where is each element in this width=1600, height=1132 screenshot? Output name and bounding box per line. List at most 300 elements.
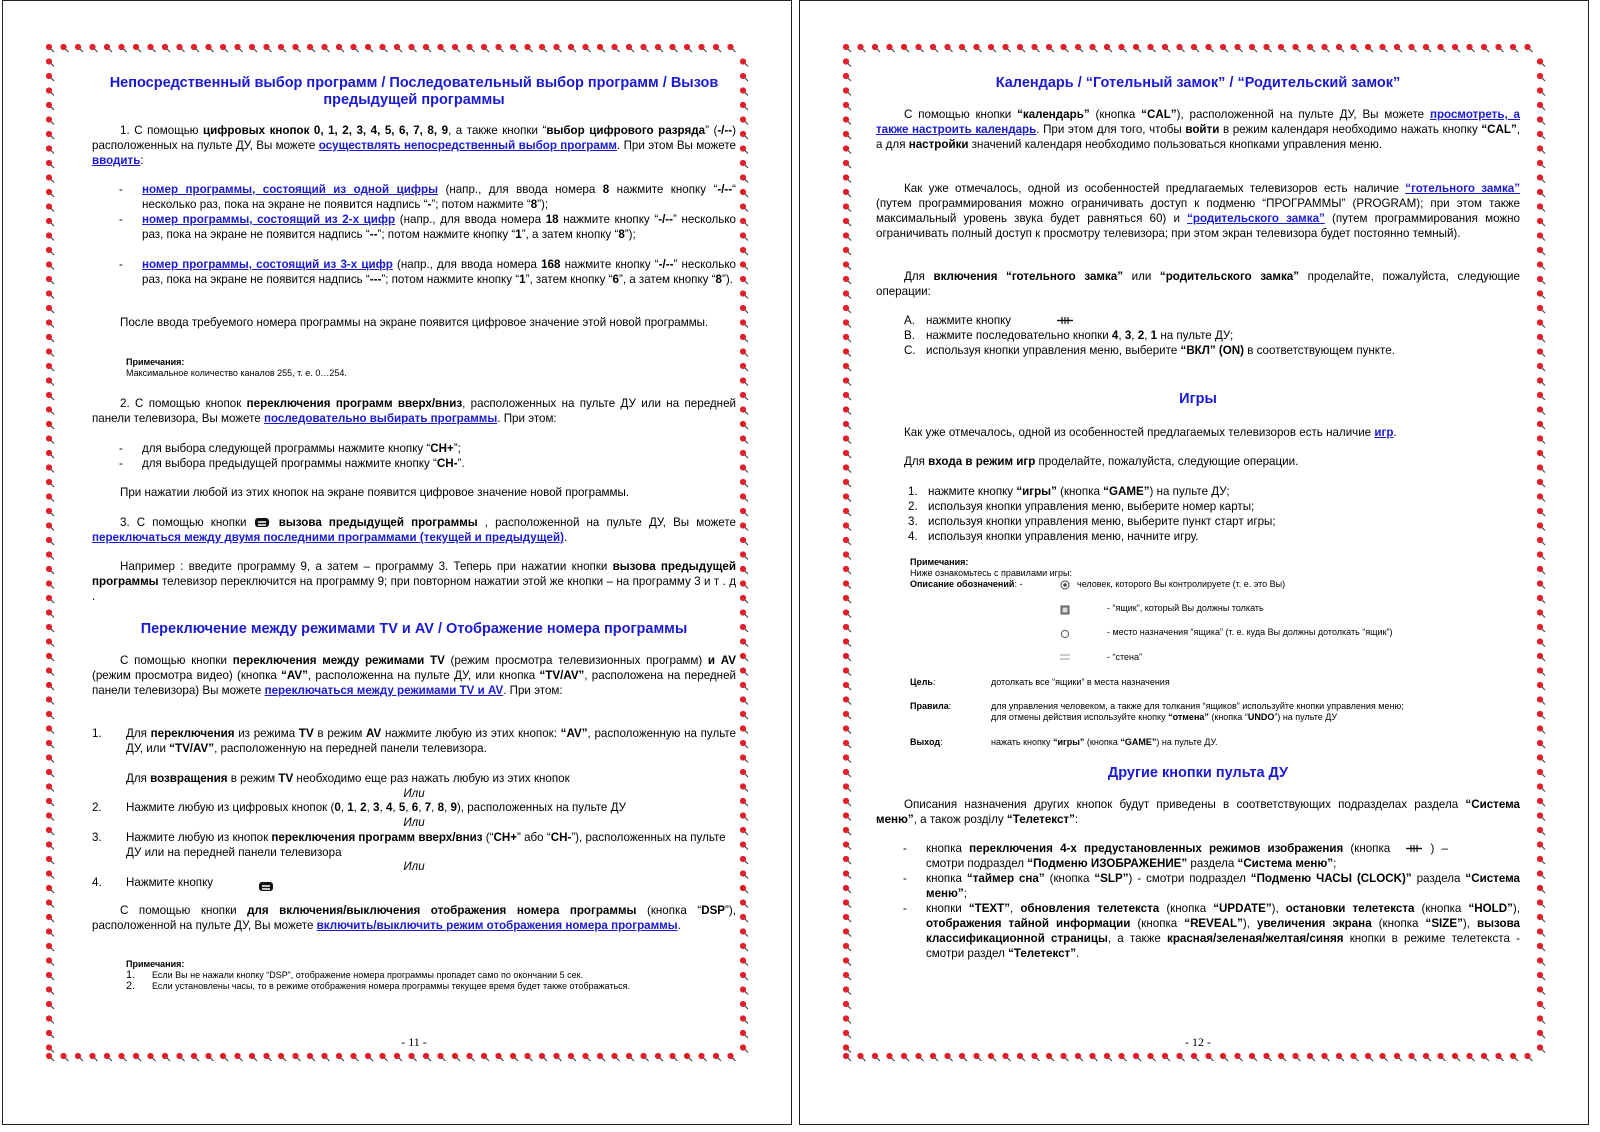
border-dot bbox=[1537, 812, 1545, 820]
border-dot bbox=[1394, 44, 1402, 52]
border-dot bbox=[740, 609, 748, 617]
border-dot bbox=[46, 1015, 54, 1023]
border-dot bbox=[46, 798, 54, 806]
border-dot bbox=[740, 682, 748, 690]
border-dot bbox=[1002, 44, 1010, 52]
border-dot bbox=[46, 406, 54, 414]
border-dot bbox=[1176, 44, 1184, 52]
border-dot bbox=[915, 1053, 923, 1061]
paragraph-other-buttons: Описания назначения других кнопок будут приведены в соответствующих подразделах раздела “Система меню”, а також розділу “Телетекст”: bbox=[876, 798, 1520, 826]
border-dot bbox=[1466, 44, 1474, 52]
border-dot bbox=[46, 276, 54, 284]
border-dot bbox=[1510, 1053, 1518, 1061]
border-dot bbox=[1249, 1053, 1257, 1061]
border-dot bbox=[75, 44, 83, 52]
border-dot bbox=[1205, 44, 1213, 52]
border-dot bbox=[162, 1053, 170, 1061]
border-dot bbox=[1031, 1053, 1039, 1061]
link-hotel-lock[interactable]: “готельного замка” bbox=[1405, 182, 1520, 195]
recall-button-icon bbox=[254, 517, 272, 529]
border-dot bbox=[1537, 102, 1545, 110]
border-dot bbox=[321, 44, 329, 52]
border-dot bbox=[740, 160, 748, 168]
border-dot bbox=[740, 58, 748, 66]
border-dot bbox=[740, 334, 748, 342]
border-dot bbox=[46, 450, 54, 458]
border-dot bbox=[1537, 319, 1545, 327]
border-dot bbox=[843, 116, 851, 124]
border-dot bbox=[104, 44, 112, 52]
page-11 bbox=[2, 0, 792, 1125]
link-sequential-selection[interactable]: последовательно выбирать программы bbox=[263, 412, 498, 425]
border-dot bbox=[1537, 783, 1545, 791]
border-dot bbox=[740, 551, 748, 559]
border-dot bbox=[988, 44, 996, 52]
border-dot bbox=[553, 1053, 561, 1061]
border-dot bbox=[740, 1030, 748, 1038]
border-dot bbox=[1002, 1053, 1010, 1061]
border-dot bbox=[640, 44, 648, 52]
border-dot bbox=[46, 870, 54, 878]
border-dot bbox=[249, 44, 257, 52]
border-dot bbox=[46, 522, 54, 530]
border-dot bbox=[740, 943, 748, 951]
border-dot bbox=[740, 580, 748, 588]
border-dot bbox=[713, 44, 721, 52]
border-dot bbox=[843, 885, 851, 893]
border-dot bbox=[740, 232, 748, 240]
border-dot bbox=[740, 305, 748, 313]
border-dot bbox=[1537, 392, 1545, 400]
border-dot bbox=[408, 1053, 416, 1061]
or-label: Или bbox=[403, 816, 425, 829]
border-dot bbox=[46, 102, 54, 110]
border-dot bbox=[1537, 827, 1545, 835]
border-dot bbox=[930, 1053, 938, 1061]
paragraph-tv-av: С помощью кнопки переключения между режимами TV (режим просмотра телевизионных программ) и AV (режим просмотра видео) (кнопка “AV”, расположенна на пульте ДУ, или кнопка “TV/AV”, расположена на передней панели телевизора) Вы можете переключаться между режимами TV и AV. При этом: bbox=[92, 654, 737, 697]
list-item: - кнопка “таймер сна” (кнопка “SLP”) - смотри подраздел “Подменю ЧАСЫ (CLOCK)” раздела “Система меню”; bbox=[903, 872, 1520, 900]
game-rules-note: Примечания: Ниже ознакомьтесь с правилами игры: Описание обозначений: - человек, которого Вы контролируете (т. е. это Вы) - “ящик”, который Вы должны толкать - место назначения “ящика” (т. е. куда Вы должны дотолкать “ящик”) - “стена” Цель: дотолкать все “ящики” в места назначения Правила: для управления человеком, а также для толкания “ящиков” используйте кнопки управления меню; для отмены действия используйте кнопку “отмена” (кнопка “UNDO”) на пульте ДУ Выход: нажать кнопку “игры” (кнопка “GAME”) на пульте ДУ. bbox=[910, 557, 1404, 747]
border-dot bbox=[1452, 1053, 1460, 1061]
border-dot bbox=[46, 44, 54, 52]
link-toggle-program-number[interactable]: включить/выключить режим отображения номера программы bbox=[316, 919, 678, 932]
border-dot bbox=[46, 87, 54, 95]
list-item: - номер программы, состоящий из 2-х цифр (напр., для ввода номера 18 нажмите кнопку “-/--” несколько раз, пока на экране не появится надпись “--”; потом нажмите кнопку “1”, а затем кнопку “8”); bbox=[119, 213, 736, 241]
border-dot bbox=[843, 406, 851, 414]
border-dot bbox=[46, 551, 54, 559]
border-dot bbox=[1423, 1053, 1431, 1061]
border-dot bbox=[1104, 1053, 1112, 1061]
border-dot bbox=[1537, 421, 1545, 429]
border-dot bbox=[220, 1053, 228, 1061]
border-dot bbox=[740, 290, 748, 298]
border-dot bbox=[1481, 44, 1489, 52]
border-dot bbox=[46, 638, 54, 646]
paragraph-previous-program: 3. С помощью кнопки вызова предыдущей программы , расположенной на пульте ДУ, Вы можете переключаться между двумя последними программами (текущей и предыдущей). bbox=[92, 516, 736, 544]
border-dot bbox=[1089, 44, 1097, 52]
link-switch-tv-av[interactable]: переключаться между режимами TV и AV bbox=[264, 684, 504, 697]
border-dot bbox=[1278, 1053, 1286, 1061]
border-dot bbox=[1537, 247, 1545, 255]
border-dot bbox=[1537, 160, 1545, 168]
border-dot bbox=[582, 1053, 590, 1061]
border-dot bbox=[740, 363, 748, 371]
link-games[interactable]: игр bbox=[1374, 426, 1394, 439]
border-dot bbox=[1537, 189, 1545, 197]
border-dot bbox=[46, 769, 54, 777]
border-dot bbox=[46, 493, 54, 501]
border-dot bbox=[118, 1053, 126, 1061]
link-three-digits[interactable]: номер программы, состоящий из 3-х цифр bbox=[142, 258, 393, 271]
border-dot bbox=[46, 856, 54, 864]
page-12 bbox=[799, 0, 1589, 1125]
border-dot bbox=[1249, 44, 1257, 52]
link-two-digits[interactable]: номер программы, состоящий из 2-х цифр bbox=[142, 213, 396, 226]
border-dot bbox=[930, 44, 938, 52]
border-dot bbox=[46, 812, 54, 820]
border-dot bbox=[1408, 1053, 1416, 1061]
border-dot bbox=[46, 566, 54, 574]
border-dot bbox=[597, 1053, 605, 1061]
link-direct-selection[interactable]: осуществлять непосредственный выбор программ bbox=[318, 139, 617, 152]
border-dot bbox=[147, 44, 155, 52]
border-dot bbox=[510, 1053, 518, 1061]
border-dot bbox=[740, 247, 748, 255]
border-dot bbox=[740, 1015, 748, 1023]
border-dot bbox=[740, 754, 748, 762]
list-item: 1. Если Вы не нажали кнопку “DSP”, отображение номера программы пропадет само по окончании 5 сек. bbox=[126, 969, 584, 981]
lock-steps bbox=[904, 313, 1524, 358]
target-icon bbox=[1060, 629, 1070, 639]
list-item: - номер программы, состоящий из одной цифры (напр., для ввода номера 8 нажмите кнопку “-/--“ несколько раз, пока на экране не появится надпись “-”; потом нажмите “8”); bbox=[119, 183, 737, 211]
border-dot bbox=[46, 783, 54, 791]
border-dot bbox=[1537, 595, 1545, 603]
other-buttons-list bbox=[876, 841, 1520, 961]
border-dot bbox=[365, 1053, 373, 1061]
border-dot bbox=[843, 914, 851, 922]
border-dot bbox=[1537, 522, 1545, 530]
border-dot bbox=[843, 899, 851, 907]
border-dot bbox=[394, 1053, 402, 1061]
border-dot bbox=[843, 218, 851, 226]
border-dot bbox=[1278, 44, 1286, 52]
border-dot bbox=[1537, 232, 1545, 240]
border-dot bbox=[1537, 725, 1545, 733]
border-dot bbox=[843, 609, 851, 617]
border-dot bbox=[1379, 44, 1387, 52]
border-dot bbox=[46, 696, 54, 704]
border-dot bbox=[843, 160, 851, 168]
border-dot bbox=[1263, 44, 1271, 52]
border-dot bbox=[46, 508, 54, 516]
border-dot bbox=[46, 928, 54, 936]
border-dot bbox=[843, 856, 851, 864]
border-dot bbox=[843, 290, 851, 298]
border-dot bbox=[46, 116, 54, 124]
border-dot bbox=[1481, 1053, 1489, 1061]
border-dot bbox=[568, 44, 576, 52]
border-dot bbox=[1537, 479, 1545, 487]
border-dot bbox=[843, 725, 851, 733]
border-dot bbox=[698, 44, 706, 52]
border-dot bbox=[1147, 44, 1155, 52]
border-dot bbox=[1537, 537, 1545, 545]
border-dot bbox=[1234, 44, 1242, 52]
border-dot bbox=[46, 740, 54, 748]
border-dot bbox=[640, 1053, 648, 1061]
paragraph-after-entry: После ввода требуемого номера программы на экране появится цифровое значение этой новой программы. bbox=[120, 316, 709, 329]
border-dot bbox=[46, 160, 54, 168]
border-dot bbox=[46, 682, 54, 690]
link-enter[interactable]: вводить bbox=[92, 154, 141, 167]
border-dot bbox=[843, 421, 851, 429]
border-dot bbox=[1437, 44, 1445, 52]
border-dot bbox=[46, 58, 54, 66]
list-item: - кнопка переключения 4-х предустановленных режимов изображения (кнопка ) – смотри подраздел “Подменю ИЗОБРАЖЕНИЕ” раздела “Система меню”; bbox=[903, 842, 1448, 870]
border-dot bbox=[46, 261, 54, 269]
border-dot bbox=[1046, 44, 1054, 52]
border-dot bbox=[740, 783, 748, 791]
border-dot bbox=[1133, 1053, 1141, 1061]
border-dot bbox=[1537, 58, 1545, 66]
paragraph-calendar: С помощью кнопки “календарь” (кнопка “CAL”), расположенной на пульте ДУ, Вы можете просмотреть, а также настроить календарь. При этом для того, чтобы войти в режим календаря необходимо нажать кнопку “CAL”, а для настройки значений календаря необходимо пользоваться кнопками управления меню. bbox=[876, 108, 1521, 151]
link-one-digit[interactable]: номер программы, состоящий из одной цифры bbox=[142, 183, 438, 196]
border-dot bbox=[843, 363, 851, 371]
border-dot bbox=[1537, 493, 1545, 501]
border-dot bbox=[350, 44, 358, 52]
border-dot bbox=[843, 870, 851, 878]
border-dot bbox=[843, 73, 851, 81]
border-dot bbox=[1537, 551, 1545, 559]
list-item: A. нажмите кнопку bbox=[904, 313, 1524, 328]
border-dot bbox=[843, 435, 851, 443]
paragraph-games-intro: Как уже отмечалось, одной из особенностей предлагаемых телевизоров есть наличие игр. bbox=[904, 426, 1397, 439]
return-to-tv-text: Для возвращения в режим TV необходимо еще раз нажать любую из этих кнопок bbox=[126, 772, 570, 785]
border-dot bbox=[1075, 1053, 1083, 1061]
border-dot bbox=[1046, 1053, 1054, 1061]
border-dot bbox=[843, 44, 851, 52]
border-dot bbox=[1234, 1053, 1242, 1061]
border-dot bbox=[176, 44, 184, 52]
border-dot bbox=[872, 44, 880, 52]
border-dot bbox=[46, 145, 54, 153]
player-icon bbox=[1060, 580, 1070, 590]
border-dot bbox=[1060, 44, 1068, 52]
border-dot bbox=[1537, 914, 1545, 922]
border-dot bbox=[1537, 145, 1545, 153]
border-dot bbox=[740, 595, 748, 603]
border-dot bbox=[46, 464, 54, 472]
link-switch-last-two[interactable]: переключаться между двумя последними программами (текущей и предыдущей) bbox=[92, 531, 564, 544]
border-dot bbox=[843, 58, 851, 66]
border-dot bbox=[46, 435, 54, 443]
border-dot bbox=[843, 450, 851, 458]
border-dot bbox=[727, 1053, 735, 1061]
page-number: - 11 - bbox=[401, 1035, 427, 1049]
list-item: - для выбора следующей программы нажмите кнопку “CH+”; bbox=[119, 442, 461, 455]
border-dot bbox=[740, 566, 748, 574]
border-dot bbox=[1495, 1053, 1503, 1061]
border-dot bbox=[1118, 1053, 1126, 1061]
border-dot bbox=[539, 44, 547, 52]
border-dot bbox=[740, 87, 748, 95]
border-dot bbox=[1537, 885, 1545, 893]
border-dot bbox=[843, 1044, 851, 1052]
border-dot bbox=[1537, 928, 1545, 936]
border-dot bbox=[611, 1053, 619, 1061]
border-dot bbox=[843, 334, 851, 342]
border-dot bbox=[46, 841, 54, 849]
border-dot bbox=[46, 247, 54, 255]
border-dot bbox=[684, 44, 692, 52]
border-dot bbox=[1089, 1053, 1097, 1061]
border-dot bbox=[843, 537, 851, 545]
list-item: - кнопки “TEXT”, обновления телетекста (кнопка “UPDATE”), остановки телетекста (кнопка “HOLD”), отображения тайной информации (кнопка “REVEAL”), увеличения экрана (кнопка “SIZE”), вызова классификационной страницы, а также красная/зеленая/желтая/синяя кнопки в режиме телетекста - смотри раздел “Телетекст”. bbox=[903, 902, 1521, 960]
paragraph-direct-selection: 1. С помощью цифровых кнопок 0, 1, 2, 3, 4, 5, 6, 7, 8, 9, а также кнопки “выбор цифрового разряда” (-/--) расположенных на пульте ДУ, Вы можете осуществлять непосредственный выбор программ. При этом Вы можете вводить: bbox=[92, 124, 736, 167]
border-dot bbox=[740, 145, 748, 153]
border-dot bbox=[437, 44, 445, 52]
border-dot bbox=[46, 972, 54, 980]
section-title-tv-av: Переключение между режимами TV и AV / Отображение номера программы bbox=[140, 621, 688, 637]
border-dot bbox=[740, 856, 748, 864]
paragraph-up-down: 2. С помощью кнопок переключения программ вверх/вниз, расположенных на пульте ДУ или на передней панели телевизора, Вы можете последовательно выбирать программы. При этом: bbox=[92, 397, 736, 425]
border-dot bbox=[1537, 116, 1545, 124]
border-dot bbox=[46, 827, 54, 835]
border-dot bbox=[191, 1053, 199, 1061]
border-dot bbox=[843, 1053, 851, 1061]
border-dot bbox=[740, 841, 748, 849]
border-dot bbox=[740, 899, 748, 907]
border-dot bbox=[60, 1053, 68, 1061]
border-dot bbox=[1537, 711, 1545, 719]
picture-mode-button-icon bbox=[1405, 844, 1423, 853]
border-dot bbox=[1537, 856, 1545, 864]
border-dot bbox=[740, 102, 748, 110]
section-title-other-buttons: Другие кнопки пульта ДУ bbox=[1107, 765, 1289, 781]
list-item: - номер программы, состоящий из 3-х цифр (напр., для ввода номера 168 нажмите кнопку “-/--” несколько раз, пока на экране не появится надпись “---”; потом нажмите кнопку “1”, затем кнопку “6”, а затем кнопку “8”). bbox=[119, 258, 736, 286]
border-dot bbox=[740, 261, 748, 269]
border-dot bbox=[46, 1044, 54, 1052]
border-dot bbox=[1537, 174, 1545, 182]
border-dot bbox=[843, 595, 851, 603]
border-dot bbox=[1118, 44, 1126, 52]
border-dot bbox=[843, 740, 851, 748]
border-dot bbox=[292, 1053, 300, 1061]
border-dot bbox=[1408, 44, 1416, 52]
tv-av-steps: 1. Для переключения из режима TV в режим AV нажмите любую из этих кнопок: “AV”, расположенную на пульте ДУ, или “TV/AV”, расположенную на передней панели телевизора. Для возвращения в режим TV необходимо еще раз нажать любую из этих кнопок Или 2. Нажмите любую из цифровых кнопок (0, 1, 2, 3, 4, 5, 6, 7, 8, 9), расположенных на пульте ДУ Или 3. Нажмите любую из кнопок переключения программ вверх/вниз (“CH+” або “CH-”), расположенных на пульте ДУ или на передней панели телевизора Или 4. Нажмите кнопку bbox=[92, 726, 736, 896]
border-dot bbox=[740, 957, 748, 965]
border-dot bbox=[1537, 377, 1545, 385]
border-dot bbox=[1510, 44, 1518, 52]
border-dot bbox=[944, 44, 952, 52]
border-dot bbox=[46, 305, 54, 313]
border-dot bbox=[843, 522, 851, 530]
border-dot bbox=[46, 653, 54, 661]
border-dot bbox=[698, 1053, 706, 1061]
border-dot bbox=[843, 841, 851, 849]
border-dot bbox=[843, 319, 851, 327]
border-dot bbox=[1394, 1053, 1402, 1061]
border-dot bbox=[46, 725, 54, 733]
border-dot bbox=[843, 232, 851, 240]
border-dot bbox=[1537, 435, 1545, 443]
border-dot bbox=[669, 44, 677, 52]
border-dot bbox=[740, 812, 748, 820]
border-dot bbox=[46, 986, 54, 994]
border-dot bbox=[843, 957, 851, 965]
border-dot bbox=[597, 44, 605, 52]
or-label: Или bbox=[403, 860, 425, 873]
border-dot bbox=[843, 1015, 851, 1023]
border-dot bbox=[886, 44, 894, 52]
border-dot bbox=[843, 769, 851, 777]
border-dot bbox=[75, 1053, 83, 1061]
border-dot bbox=[843, 696, 851, 704]
border-dot bbox=[872, 1053, 880, 1061]
border-dot bbox=[740, 174, 748, 182]
border-dot bbox=[843, 812, 851, 820]
border-dot bbox=[843, 711, 851, 719]
border-dot bbox=[843, 203, 851, 211]
border-dot bbox=[740, 653, 748, 661]
border-dot bbox=[843, 566, 851, 574]
border-dot bbox=[740, 392, 748, 400]
border-dot bbox=[336, 44, 344, 52]
border-dot bbox=[1537, 131, 1545, 139]
wall-icon bbox=[1060, 653, 1070, 661]
border-dot bbox=[727, 44, 735, 52]
border-dot bbox=[46, 624, 54, 632]
border-dot bbox=[626, 1053, 634, 1061]
border-dot bbox=[740, 667, 748, 675]
border-dot bbox=[379, 1053, 387, 1061]
border-dot bbox=[843, 624, 851, 632]
paragraph-locks: Как уже отмечалось, одной из особенностей предлагаемых телевизоров есть наличие “готельного замка” (путем программирования можно ограничивать доступ к подменю “ПРОГРАММЫ” (PROGRAM); при этом также максимальный уровень звука будет равняться 60) и “родительского замка” (путем программирования можно ограничивать полный доступ к просмотру телевизора; при этом экран телевизора будет постоянно темный). bbox=[876, 182, 1520, 240]
border-dot bbox=[495, 1053, 503, 1061]
border-dot bbox=[740, 638, 748, 646]
border-dot bbox=[1537, 1030, 1545, 1038]
border-dot bbox=[205, 1053, 213, 1061]
border-dot bbox=[1537, 798, 1545, 806]
border-dot bbox=[843, 667, 851, 675]
border-dot bbox=[740, 870, 748, 878]
border-dot bbox=[740, 464, 748, 472]
border-dot bbox=[1537, 754, 1545, 762]
border-dot bbox=[263, 44, 271, 52]
border-dot bbox=[988, 1053, 996, 1061]
link-calendar-setup[interactable]: просмотреть, а также настроить календарь bbox=[876, 108, 1521, 136]
border-dot bbox=[234, 44, 242, 52]
border-dot bbox=[915, 44, 923, 52]
link-parental-lock[interactable]: “родительского замка” bbox=[1187, 212, 1325, 225]
border-dot bbox=[901, 44, 909, 52]
border-dot bbox=[89, 44, 97, 52]
border-dot bbox=[46, 189, 54, 197]
border-dot bbox=[1147, 1053, 1155, 1061]
border-dot bbox=[46, 290, 54, 298]
border-dot bbox=[1365, 1053, 1373, 1061]
border-dot bbox=[843, 508, 851, 516]
border-dot bbox=[379, 44, 387, 52]
border-dot bbox=[452, 1053, 460, 1061]
note-max-channels: Примечания: Максимальное количество каналов 255, т. е. 0…254. bbox=[126, 357, 347, 378]
border-dot bbox=[1537, 203, 1545, 211]
display-button-icon bbox=[258, 881, 276, 893]
border-dot bbox=[1336, 1053, 1344, 1061]
border-dot bbox=[740, 276, 748, 284]
border-dot bbox=[843, 986, 851, 994]
border-dot bbox=[46, 1030, 54, 1038]
